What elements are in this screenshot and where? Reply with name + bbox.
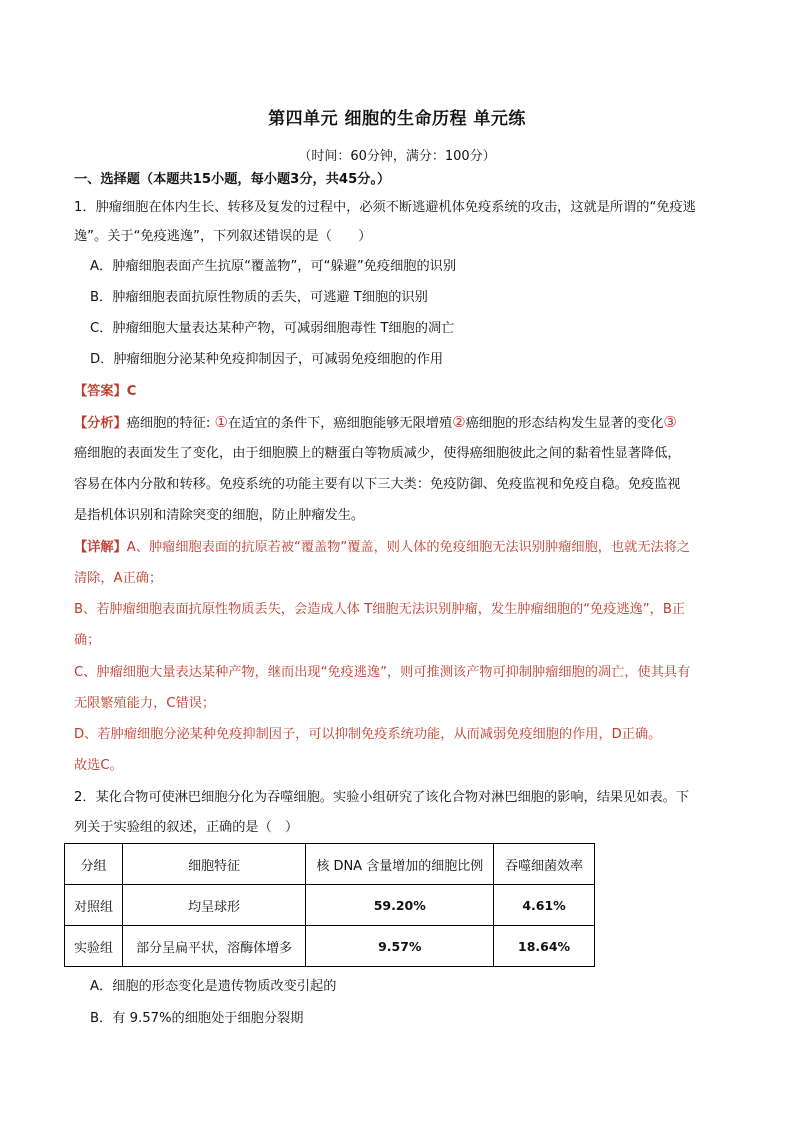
table-cell: 59.20% (306, 885, 494, 926)
page-title: 第四单元 细胞的生命历程 单元练 (268, 109, 526, 129)
answer-label: 【答案】 (74, 384, 127, 399)
q1-analysis-line2: 癌细胞的表面发生了变化，由于细胞膜上的糖蛋白等物质减少，使得癌细胞彼此之间的黏着性显著降低， (74, 446, 681, 461)
q1-option-d: D．肿瘤细胞分泌某种免疫抑制因子，可减弱免疫细胞的作用 (90, 352, 444, 367)
table-cell: 部分呈扁平状，溶酶体增多 (122, 926, 306, 967)
q1-analysis-line3: 容易在体内分散和转移。免疫系统的功能主要有以下三大类：免疫防御、免疫监视和免疫自稳。免疫监视 (74, 477, 681, 492)
q1-option-a: A．肿瘤细胞表面产生抗原“覆盖物”，可“躲避”免疫细胞的识别 (90, 259, 457, 274)
q1-option-b: B．肿瘤细胞表面抗原性物质的丢失，可逃避 T细胞的识别 (90, 290, 428, 305)
exam-info: （时间：60分钟，满分：100分） (298, 149, 496, 164)
analysis-text-a: 癌细胞的特征: (126, 416, 215, 431)
table-cell: 均呈球形 (122, 885, 306, 926)
q1-detail-line3: B、若肿瘤细胞表面抗原性物质丢失，会造成人体 T细胞无法识别肿瘤，发生肿瘤细胞的“免疫逃逸”，B正 (74, 602, 686, 617)
analysis-label: 【分析】 (74, 416, 127, 431)
q1-detail-line2: 清除，A正确； (74, 571, 163, 586)
q1-detail-line5: C、肿瘤细胞大量表达某种产物，继而出现“免疫逃逸”，则可推测该产物可抑制肿瘤细胞的凋亡，使其具有 (74, 665, 691, 680)
q1-analysis-line4: 是指机体识别和清除突变的细胞，防止肿瘤发生。 (74, 508, 365, 523)
q2-option-b: B．有 9.57%的细胞处于细胞分裂期 (90, 1011, 304, 1026)
analysis-text-c: 癌细胞的形态结构发生显著的变化 (465, 416, 664, 431)
q1-analysis-line1 (74, 413, 724, 433)
q1-stem-line2: 逸”。关于“免疫逃逸”，下列叙述错误的是（ ） (74, 229, 372, 244)
results-table (64, 843, 595, 967)
table-header-row (65, 844, 595, 885)
table-row (65, 926, 595, 967)
table-header-cell: 吞噬细菌效率 (494, 844, 595, 885)
answer-value: C (126, 384, 137, 399)
table-header-cell: 分组 (65, 844, 123, 885)
q1-detail-line6: 无限繁殖能力，C错误； (74, 696, 216, 711)
q1-detail-line1 (74, 539, 724, 557)
q1-option-c: C．肿瘤细胞大量表达某种产物，可减弱细胞毒性 T细胞的凋亡 (90, 321, 455, 336)
q1-answer (74, 383, 724, 401)
table-header-cell: 细胞特征 (122, 844, 306, 885)
q2-stem-line2: 列关于实验组的叙述，正确的是（ ） (74, 820, 299, 835)
table-cell: 实验组 (65, 926, 123, 967)
q1-detail-line4: 确； (74, 633, 101, 648)
table-row (65, 885, 595, 926)
analysis-text-b: 在适宜的条件下，癌细胞能够无限增殖 (227, 416, 453, 431)
table-header-cell: 核 DNA 含量增加的细胞比例 (306, 844, 494, 885)
detail-text: A、肿瘤细胞表面的抗原若被“覆盖物”覆盖，则人体的免疫细胞无法识别肿瘤细胞，也就无法将之 (126, 540, 691, 555)
circled-number-2: ② (452, 413, 466, 431)
table-cell: 9.57% (306, 926, 494, 967)
table-cell: 对照组 (65, 885, 123, 926)
circled-number-3: ③ (663, 413, 677, 431)
section-heading: 一、选择题（本题共15小题，每小题3分，共45分。） (74, 172, 391, 187)
detail-label: 【详解】 (74, 540, 127, 555)
table-cell: 4.61% (494, 885, 595, 926)
q2-stem-line1: 2．某化合物可使淋巴细胞分化为吞噬细胞。实验小组研究了该化合物对淋巴细胞的影响，结果见如表。下 (74, 790, 690, 805)
q1-detail-line7: D、若肿瘤细胞分泌某种免疫抑制因子，可以抑制免疫系统功能，从而减弱免疫细胞的作用，D正确。 (74, 727, 662, 742)
circled-number-1: ① (214, 413, 228, 431)
q2-option-a: A．细胞的形态变化是遗传物质改变引起的 (90, 979, 337, 994)
q1-conclusion: 故选C。 (74, 758, 123, 773)
table-cell: 18.64% (494, 926, 595, 967)
q1-stem-line1: 1．肿瘤细胞在体内生长、转移及复发的过程中，必须不断逃避机体免疫系统的攻击，这就是所谓的“免疫逃 (74, 200, 696, 215)
